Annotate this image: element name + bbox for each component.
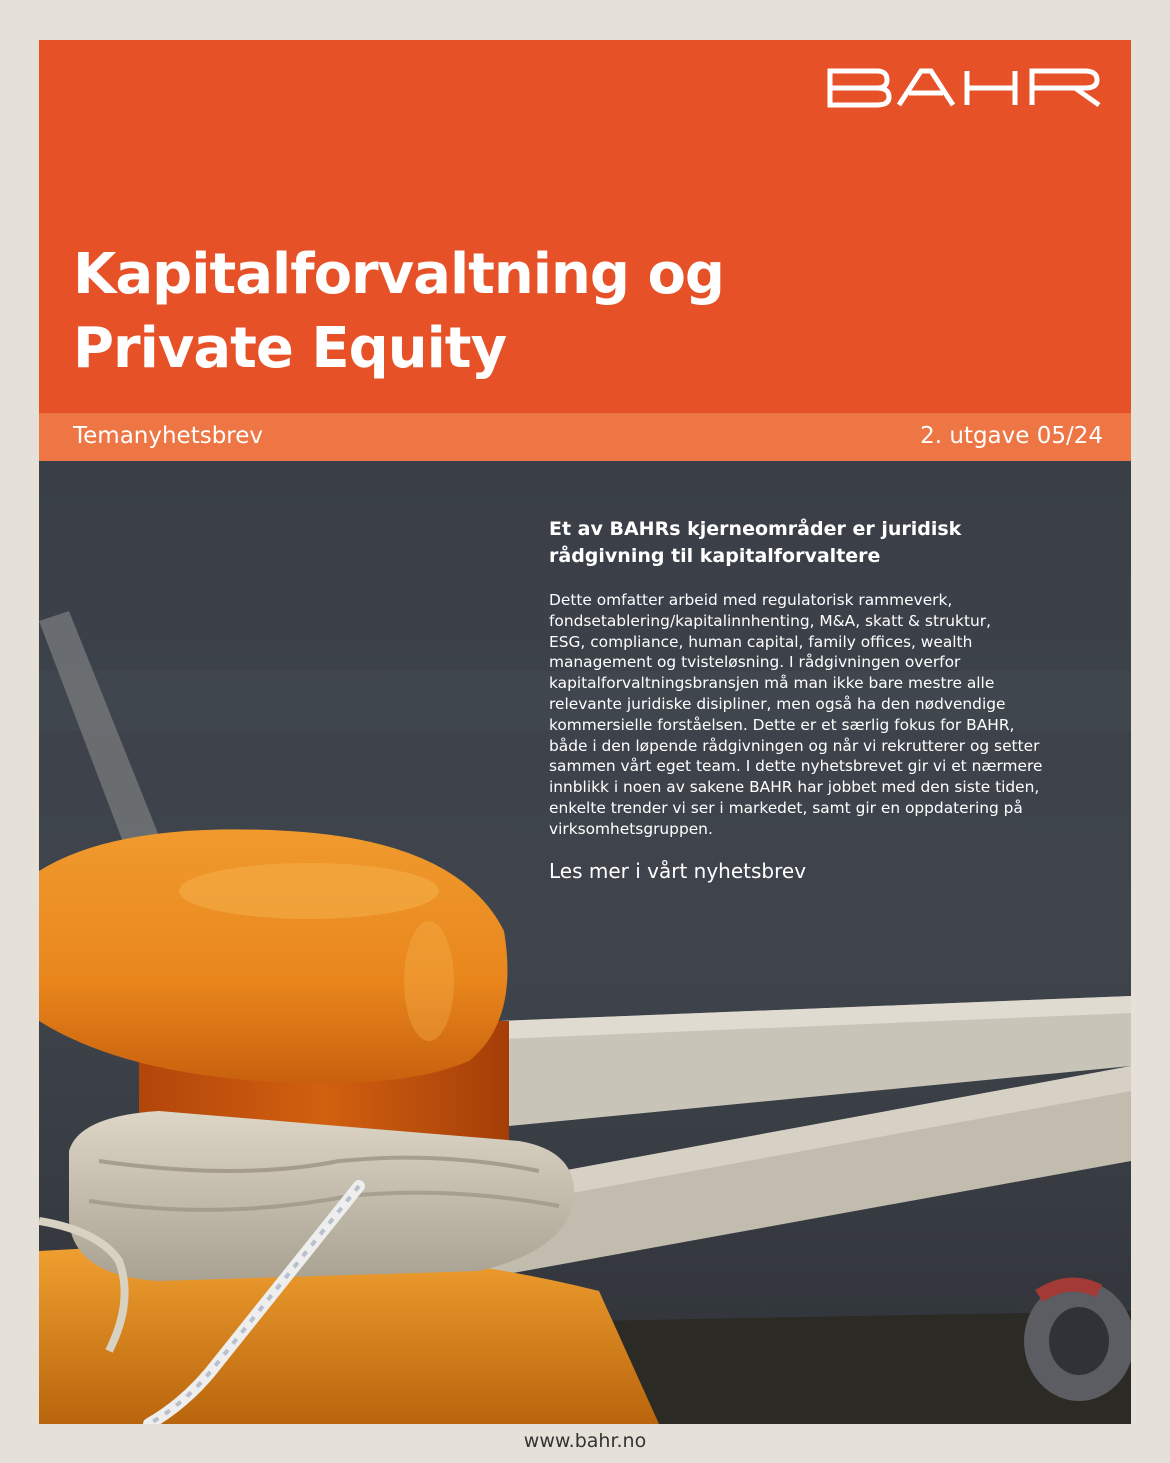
- page-title: [73, 238, 724, 386]
- title-line: Kapitalforvaltning og: [73, 242, 724, 307]
- intro-text: [549, 516, 1094, 884]
- header-banner: [39, 40, 1131, 413]
- body-line: både i den løpende rådgivningen og når vi rekrutterer og setter: [549, 736, 1040, 755]
- body-line: ESG, compliance, human capital, family offices, wealth: [549, 632, 973, 651]
- body-line: sammen vårt eget team. I dette nyhetsbrevet gir vi et nærmere: [549, 757, 1043, 776]
- body-line: innblikk i noen av sakene BAHR har jobbet med den siste tiden,: [549, 778, 1040, 797]
- newsletter-cover: [39, 40, 1131, 1424]
- issue-number-label: 2. utgave 05/24: [920, 423, 1103, 449]
- body-line: Dette omfatter arbeid med regulatorisk rammeverk,: [549, 591, 953, 609]
- lead-heading: [549, 516, 1094, 570]
- body-line: kapitalforvaltningsbransjen må man ikke bare mestre alle: [549, 674, 995, 693]
- body-line: enkelte trender vi ser i markedet, samt gir en oppdatering på: [549, 798, 1023, 817]
- lead-line: Et av BAHRs kjerneområder er juridisk: [549, 518, 962, 540]
- read-more-link[interactable]: Les mer i vårt nyhetsbrev: [549, 858, 807, 883]
- lead-line: rådgivning til kapitalforvaltere: [549, 545, 881, 567]
- body-line: kommersielle forståelsen. Dette er et særlig fokus for BAHR,: [549, 715, 1015, 734]
- body-line: relevante juridiske disipliner, men også ha den nødvendige: [549, 694, 1006, 713]
- body-line: fondsetablering/kapitalinnhenting, M&A, skatt & struktur,: [549, 611, 991, 630]
- intro-paragraph: [549, 590, 1094, 840]
- body-line: management og tvisteløsning. I rådgivningen overfor: [549, 653, 961, 672]
- issue-bar: [39, 413, 1131, 461]
- newsletter-type-label: Temanyhetsbrev: [73, 423, 264, 449]
- bahr-logo: [827, 68, 1103, 108]
- title-line: Private Equity: [73, 316, 507, 381]
- body-line: virksomhetsgruppen.: [549, 819, 713, 838]
- website-link[interactable]: www.bahr.no: [523, 1430, 647, 1452]
